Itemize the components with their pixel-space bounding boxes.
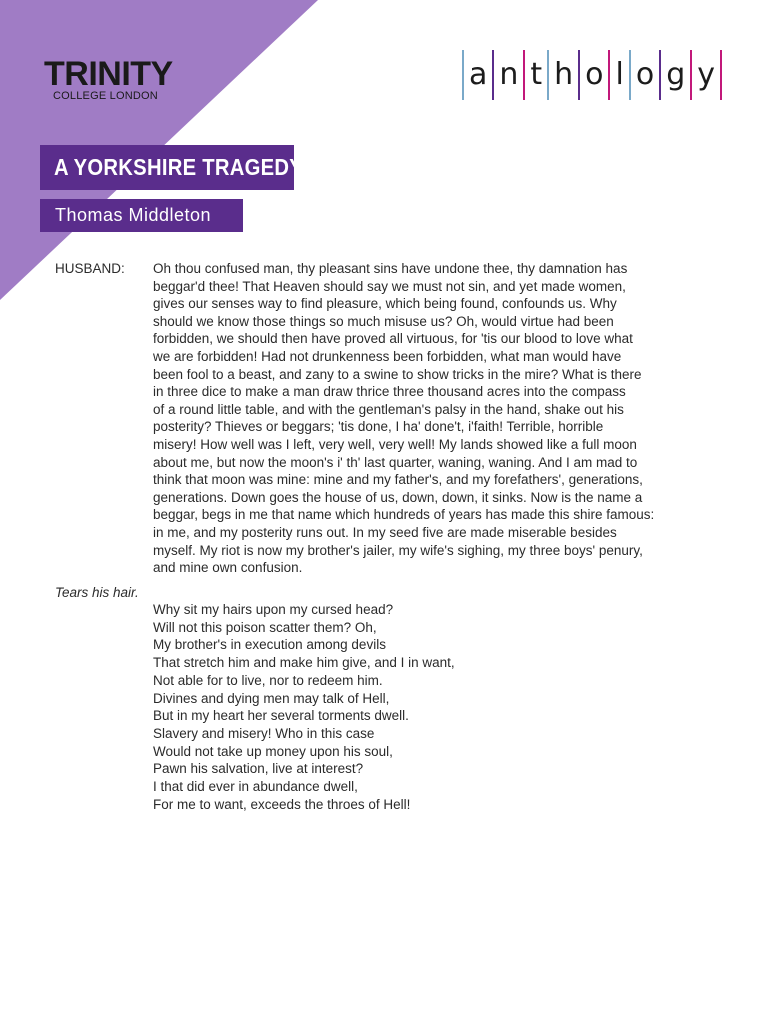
wordmark-letter: h (554, 57, 574, 92)
author-label (40, 199, 243, 232)
wordmark-letter: o (635, 57, 655, 92)
wordmark-letter: o (585, 57, 604, 92)
speech-line: posterity? Thieves or beggars; 'tis done, I ha' done't, i'faith! Terrible, horrible (153, 419, 604, 435)
speech-line: we are forbidden! Had not drunkenness been forbidden, what man would have (153, 348, 622, 364)
speech-line: myself. My riot is now my brother's jailer, my wife's sighing, my three boys' penury, (153, 542, 643, 558)
speech-line: of a round little table, and with the gentleman's palsy in the hand, shake out his (153, 401, 624, 417)
speech-line: gives our senses way to find pleasure, which being found, confounds us. Why (153, 296, 617, 312)
speech-line: Oh thou confused man, thy pleasant sins have undone thee, thy damnation has (153, 261, 628, 276)
speech-line: think that moon was mine: mine and my father's, and my forefathers', generations, (153, 472, 643, 488)
wordmark-letter: y (697, 57, 715, 92)
wordmark-bar (720, 50, 722, 100)
verse-line: Will not this poison scatter them? Oh, (153, 619, 377, 635)
speech-line: forbidden, we should then have proved all virtuous, for 'tis our blood to love what (153, 331, 633, 347)
stage-direction: Tears his hair. (55, 585, 139, 600)
speech-line: misery! How well was I left, very well, very well! My lands showed like a full moon (153, 436, 637, 452)
logo-name: TRINITY (44, 55, 173, 93)
logo-subtitle: COLLEGE LONDON (53, 90, 158, 102)
verse-line: That stretch him and make him give, and I in want, (153, 655, 455, 671)
speech-text (153, 260, 733, 577)
speech-line: beggar'd thee! That Heaven should say we must not sin, and yet made women, (153, 278, 626, 294)
verse-line: Slavery and misery! Who in this case (153, 725, 375, 741)
verse-line: But in my heart her several torments dwell. (153, 708, 409, 724)
page-title (40, 145, 304, 190)
wordmark-letter: l (615, 57, 624, 92)
verse-text (153, 601, 455, 813)
verse-line: Why sit my hairs upon my cursed head? (153, 602, 394, 617)
verse-line: For me to want, exceeds the throes of Hell! (153, 796, 411, 812)
speech-line: about me, but now the moon's i' th' last quarter, waning, waning. And I am mad to (153, 454, 638, 470)
speech-line: been fool to a beast, and zany to a swine to show tricks in the mire? What is there (153, 366, 642, 382)
speech-line: should we know those things so much misuse us? Oh, would virtue had been (153, 313, 614, 329)
speaker-label: HUSBAND: (55, 261, 125, 276)
author-name: Thomas Middleton (55, 205, 212, 225)
speech-line: beggar, begs in me that name which hundreds of years has made this shire famous: (153, 507, 655, 523)
wordmark-letter: n (499, 57, 519, 92)
anthology-wordmark (462, 50, 722, 100)
wordmark-letter: g (666, 57, 686, 92)
verse-line: Pawn his salvation, live at interest? (153, 761, 364, 777)
page-title-text: A YORKSHIRE TRAGEDY (54, 154, 304, 180)
wordmark-letter: a (468, 57, 488, 92)
verse-line: Would not take up money upon his soul, (153, 743, 393, 759)
verse-line: Not able for to live, nor to redeem him. (153, 672, 383, 688)
speech-line: in three dice to make a man draw thrice three thousand acres into the compass (153, 384, 626, 400)
speech-line: and mine own confusion. (153, 560, 303, 576)
verse-line: Divines and dying men may talk of Hell, (153, 690, 390, 706)
trinity-logo (44, 55, 173, 102)
verse-line: I that did ever in abundance dwell, (153, 779, 358, 795)
verse-line: My brother's in execution among devils (153, 637, 386, 653)
speech-line: in me, and my posterity runs out. In my seed five are made miserable besides (153, 524, 617, 540)
speech-line: generations. Down goes the house of us, down, down, it sinks. Now is the name a (153, 489, 643, 505)
wordmark-letter: t (530, 57, 543, 92)
